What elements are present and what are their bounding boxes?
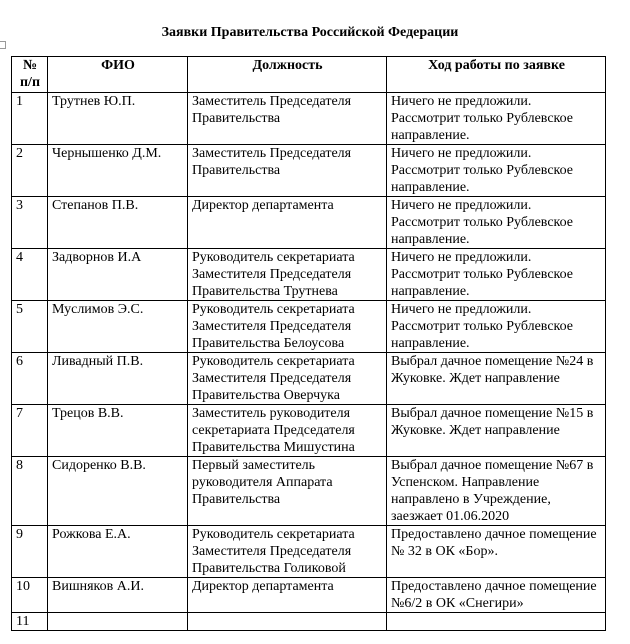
cell-num: 4 bbox=[12, 249, 48, 301]
cell-progress: Выбрал дачное помещение №24 в Жуковке. Ждет направление bbox=[387, 353, 606, 405]
table-row bbox=[12, 405, 606, 457]
cell-progress: Предоставлено дачное помещение № 32 в ОК «Бор». bbox=[387, 526, 606, 578]
cell-position: Заместитель Председателя Правительства bbox=[188, 145, 387, 197]
cell-name: Муслимов Э.С. bbox=[48, 301, 188, 353]
table-row bbox=[12, 145, 606, 197]
table-anchor-icon bbox=[0, 41, 6, 49]
header-progress: Ход работы по заявке bbox=[387, 57, 606, 93]
cell-num: 8 bbox=[12, 457, 48, 526]
cell-position: Заместитель руководителя секретариата Председателя Правительства Мишустина bbox=[188, 405, 387, 457]
cell-name: Чернышенко Д.М. bbox=[48, 145, 188, 197]
cell-position: Первый заместитель руководителя Аппарата Правительства bbox=[188, 457, 387, 526]
cell-progress: Предоставлено дачное помещение №6/2 в ОК «Снегири» bbox=[387, 578, 606, 613]
header-num: № п/п bbox=[12, 57, 48, 93]
cell-progress: Выбрал дачное помещение №15 в Жуковке. Ждет направление bbox=[387, 405, 606, 457]
cell-num: 7 bbox=[12, 405, 48, 457]
cell-name: Рожкова Е.А. bbox=[48, 526, 188, 578]
table-row bbox=[12, 249, 606, 301]
requests-table bbox=[11, 56, 606, 631]
table-row bbox=[12, 578, 606, 613]
header-row bbox=[12, 57, 606, 93]
page-title: Заявки Правительства Российской Федерации bbox=[161, 25, 459, 40]
cell-progress bbox=[387, 613, 606, 631]
table-row bbox=[12, 301, 606, 353]
table-row bbox=[12, 93, 606, 145]
cell-position bbox=[188, 613, 387, 631]
cell-position: Руководитель секретариата Заместителя Председателя Правительства Трутнева bbox=[188, 249, 387, 301]
cell-position: Заместитель Председателя Правительства bbox=[188, 93, 387, 145]
cell-progress: Ничего не предложили. Рассмотрит только Рублевское направление. bbox=[387, 197, 606, 249]
table-row bbox=[12, 353, 606, 405]
cell-name: Задворнов И.А bbox=[48, 249, 188, 301]
table-body bbox=[12, 93, 606, 631]
cell-num: 9 bbox=[12, 526, 48, 578]
cell-num: 11 bbox=[12, 613, 48, 631]
cell-num: 3 bbox=[12, 197, 48, 249]
cell-position: Руководитель секретариата Заместителя Председателя Правительства Белоусова bbox=[188, 301, 387, 353]
cell-name: Сидоренко В.В. bbox=[48, 457, 188, 526]
cell-progress: Ничего не предложили. Рассмотрит только Рублевское направление. bbox=[387, 301, 606, 353]
cell-num: 10 bbox=[12, 578, 48, 613]
table-row bbox=[12, 613, 606, 631]
cell-name: Трецов В.В. bbox=[48, 405, 188, 457]
table-row bbox=[12, 197, 606, 249]
cell-name: Трутнев Ю.П. bbox=[48, 93, 188, 145]
cell-name: Вишняков А.И. bbox=[48, 578, 188, 613]
cell-position: Директор департамента bbox=[188, 197, 387, 249]
table-row bbox=[12, 526, 606, 578]
cell-num: 2 bbox=[12, 145, 48, 197]
cell-num: 5 bbox=[12, 301, 48, 353]
header-name: ФИО bbox=[48, 57, 188, 93]
cell-name bbox=[48, 613, 188, 631]
cell-position: Директор департамента bbox=[188, 578, 387, 613]
table-row bbox=[12, 457, 606, 526]
cell-progress: Ничего не предложили. Рассмотрит только Рублевское направление. bbox=[387, 93, 606, 145]
table-header bbox=[12, 57, 606, 93]
cell-name: Ливадный П.В. bbox=[48, 353, 188, 405]
cell-num: 1 bbox=[12, 93, 48, 145]
cell-num: 6 bbox=[12, 353, 48, 405]
cell-name: Степанов П.В. bbox=[48, 197, 188, 249]
header-position: Должность bbox=[188, 57, 387, 93]
cell-progress: Выбрал дачное помещение №67 в Успенском. Направление направлено в Учреждение, заезжает 01.06.2020 bbox=[387, 457, 606, 526]
cell-position: Руководитель секретариата Заместителя Председателя Правительства Оверчука bbox=[188, 353, 387, 405]
cell-position: Руководитель секретариата Заместителя Председателя Правительства Голиковой bbox=[188, 526, 387, 578]
cell-progress: Ничего не предложили. Рассмотрит только Рублевское направление. bbox=[387, 249, 606, 301]
cell-progress: Ничего не предложили. Рассмотрит только Рублевское направление. bbox=[387, 145, 606, 197]
